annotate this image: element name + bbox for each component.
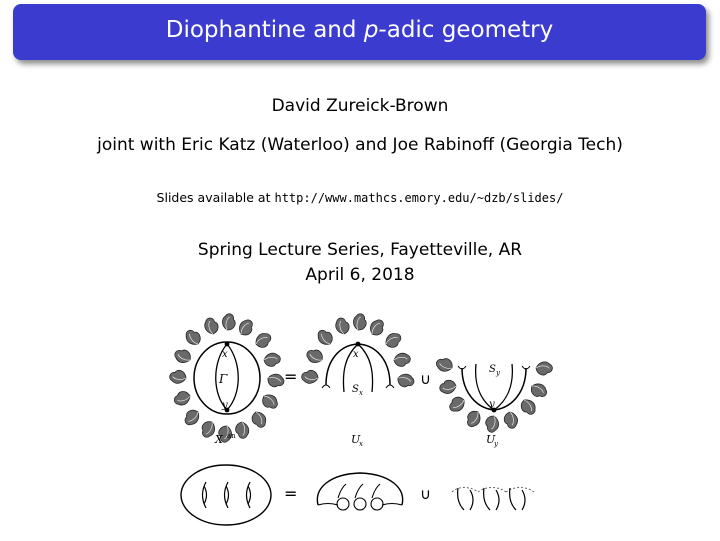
coauthors-line: joint with Eric Katz (Waterloo) and Joe Rabinoff (Georgia Tech) [97,135,623,155]
svg-text:U: U [351,433,361,446]
union-sign-bottom: ∪ [420,485,431,503]
equals-sign-top: = [284,367,298,386]
author-name: David Zureick-Brown [271,96,449,116]
svg-text:Γ: Γ [219,372,228,386]
surface-ux [317,473,402,510]
event-name: Spring Lecture Series, Fayetteville, AR [197,240,523,260]
surface-genus [181,465,271,525]
uy-figure [435,357,553,448]
svg-text:x: x [222,349,228,360]
equals-sign-bottom: = [284,484,298,503]
event-date: April 6, 2018 [305,265,415,285]
svg-text:y: y [496,369,500,377]
slides-label: Slides available at [156,190,275,205]
svg-text:x: x [353,349,359,360]
slide-title: Diophantine and p-adic geometry [165,17,554,43]
svg-text:x: x [359,389,363,397]
ux-figure [301,314,414,448]
slides-url[interactable]: http://www.mathcs.emory.edu/~dzb/slides/ [274,191,564,205]
svg-text:U: U [486,433,496,446]
svg-text:y: y [489,399,495,410]
svg-text:y: y [222,400,228,411]
xan-figure [169,314,284,446]
svg-text:X: X [215,433,223,446]
svg-text:S: S [489,364,496,375]
svg-text:an: an [227,432,236,440]
svg-text:S: S [352,384,359,395]
surface-uy [452,488,534,511]
svg-text:x: x [359,440,363,448]
svg-text:y: y [494,440,498,448]
union-sign-top: ∪ [420,370,431,388]
